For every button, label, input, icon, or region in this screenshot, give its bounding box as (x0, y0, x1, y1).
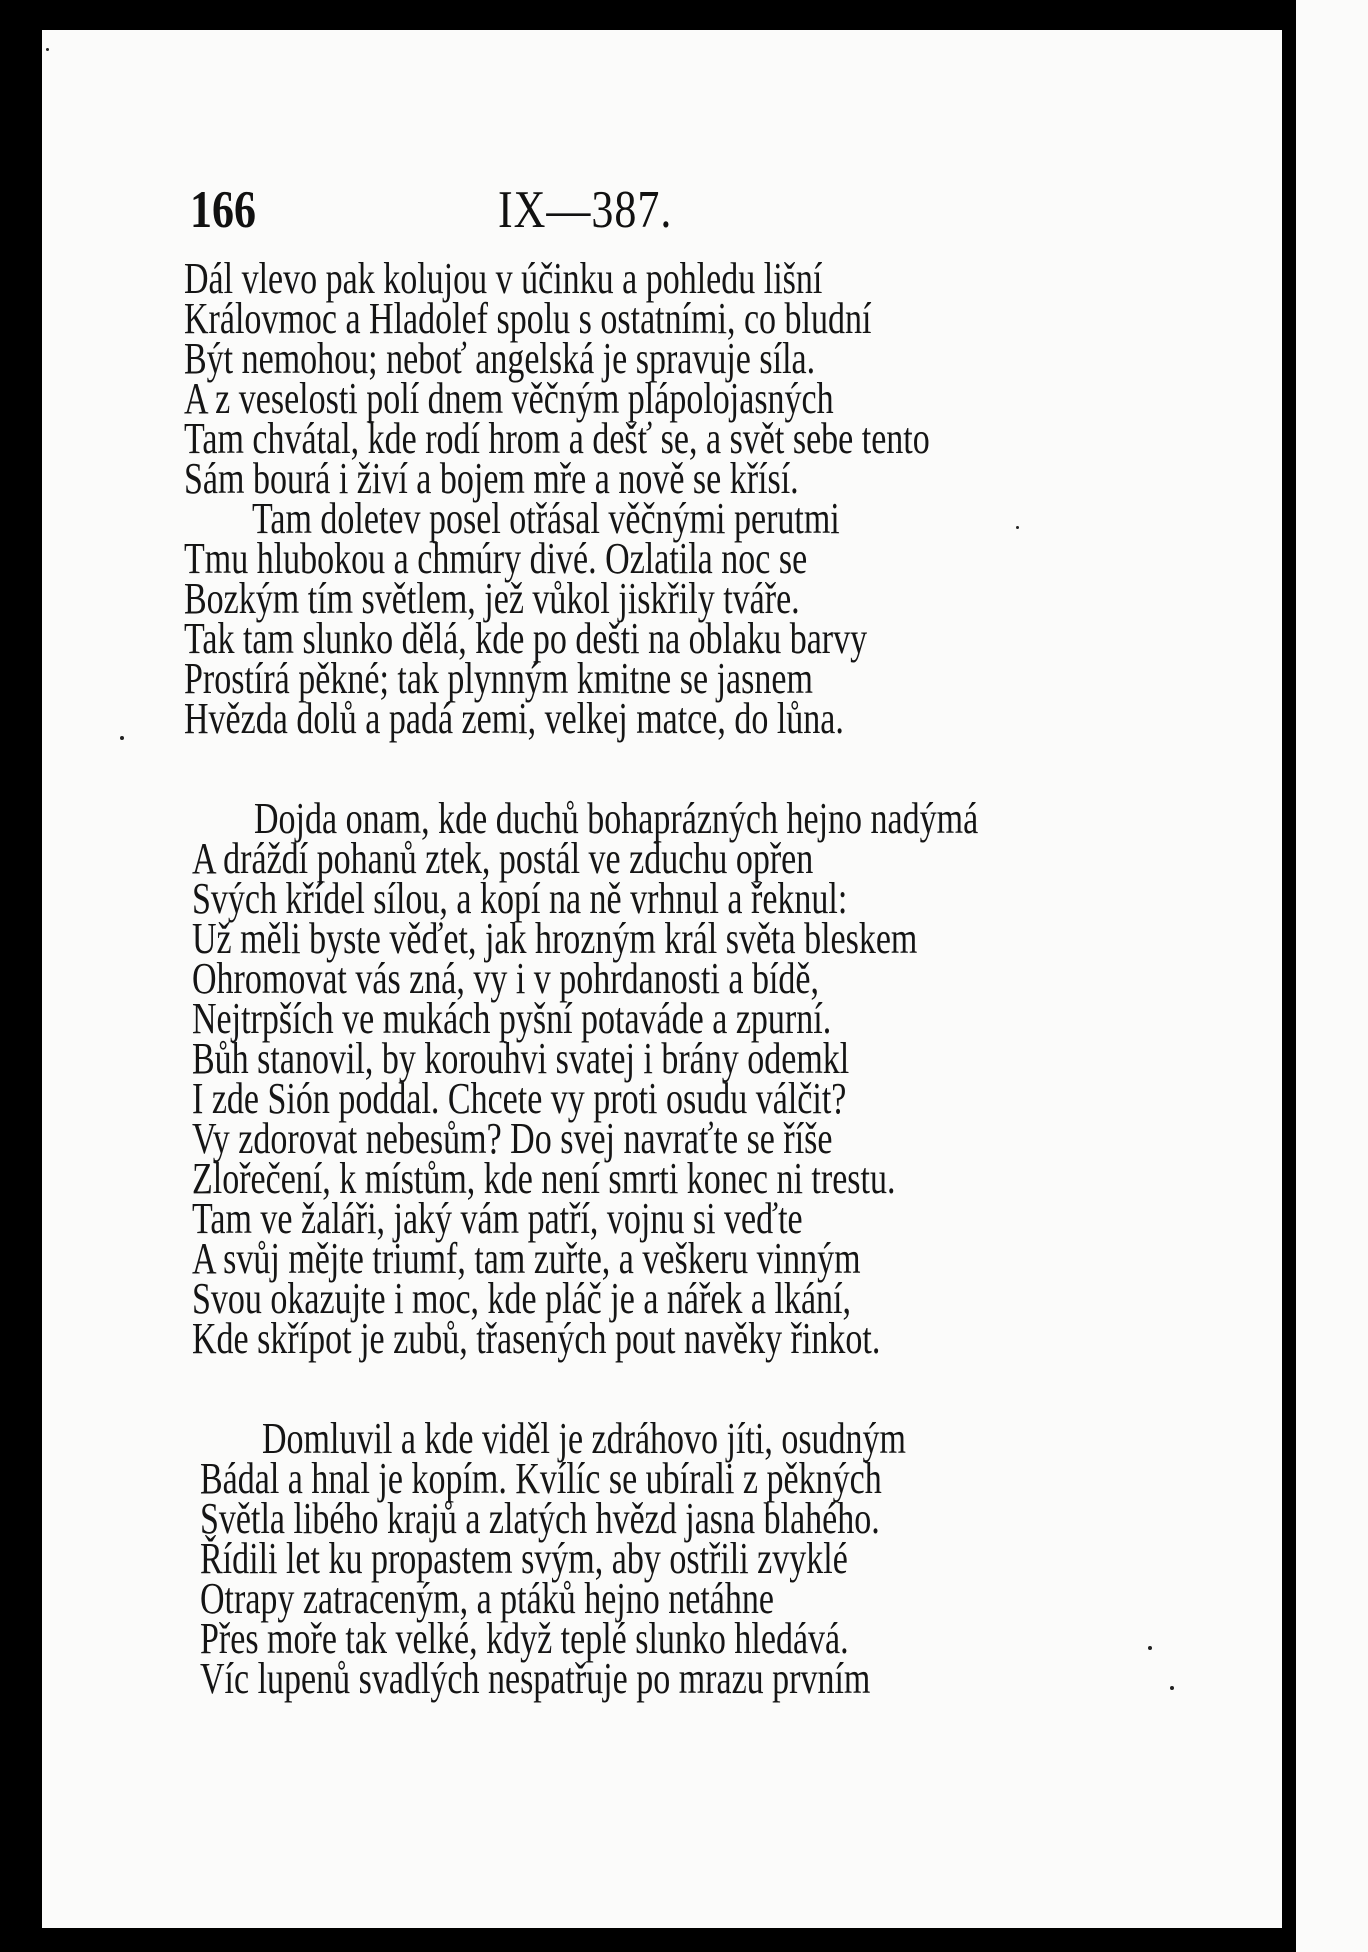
verse-line: Bůh stanovil, by korouhvi svatej i brány odemkl (192, 1034, 850, 1084)
paper-speck (1016, 526, 1019, 529)
verse-line: I zde Sión poddal. Chcete vy proti osudu válčit? (192, 1074, 847, 1124)
verse-line: Být nemohou; neboť angelská je spravuje síla. (184, 334, 816, 384)
verse-line: Bozkým tím světlem, jež vůkol jiskřily tváře. (184, 574, 800, 624)
verse-line: Dál vlevo pak kolujou v účinku a pohledu lišní (184, 254, 823, 304)
scan-margin (1296, 0, 1368, 1952)
verse-line: Světla libého krajů a zlatých hvězd jasna blahého. (200, 1494, 880, 1544)
verse-line: Dojda onam, kde duchů bohaprázných hejno nadýmá (254, 794, 979, 844)
verse-line: Domluvil a kde viděl je zdráhovo jíti, osudným (262, 1414, 907, 1464)
page-header (190, 168, 1190, 252)
verse-line: Řídili let ku propastem svým, aby ostřili zvyklé (200, 1534, 848, 1584)
verse-line: Přes moře tak velké, když teplé slunko hledává. (200, 1614, 849, 1664)
book-page (42, 30, 1282, 1928)
page-number: 166 (190, 180, 256, 239)
verse-line: Tak tam slunko dělá, kde po dešti na oblaku barvy (184, 614, 868, 664)
verse-line: Královmoc a Hladolef spolu s ostatními, co bludní (184, 294, 872, 344)
verse-line: Tam doletev posel otřásal věčnými perutmi (252, 494, 840, 544)
verse-line: Víc lupenů svadlých nespatřuje po mrazu prvním (200, 1654, 871, 1704)
verse-line: Vy zdorovat nebesům? Do svej navraťte se říše (192, 1114, 833, 1164)
verse-line: Sám bourá i živí a bojem mře a nově se křísí. (184, 454, 799, 504)
section-reference: IX—387. (498, 180, 673, 239)
verse-line: Ohromovat vás zná, vy i v pohrdanosti a bídě, (192, 954, 819, 1004)
verse-line: Tam ve žaláři, jaký vám patří, vojnu si veďte (192, 1194, 803, 1244)
verse-line: Tam chvátal, kde rodí hrom a dešť se, a svět sebe tento (184, 414, 930, 464)
verse-line: Svých křídel sílou, a kopí na ně vrhnul a řeknul: (192, 874, 848, 924)
verse-line: Už měli byste věďet, jak hrozným král světa bleskem (192, 914, 918, 964)
verse-line: Zlořečení, k místům, kde není smrti konec ni trestu. (192, 1154, 896, 1204)
verse-line: Otrapy zatraceným, a ptáků hejno netáhne (200, 1574, 774, 1624)
verse-line: Prostírá pěkné; tak plynným kmitne se jasnem (184, 654, 813, 704)
paper-speck (46, 48, 49, 51)
verse-line: Tmu hlubokou a chmúry divé. Ozlatila noc se (184, 534, 808, 584)
verse-line: A svůj mějte triumf, tam zuřte, a veškeru vinným (192, 1234, 861, 1284)
verse-line: A z veselosti polí dnem věčným plápolojasných (184, 374, 834, 424)
verse-line: Svou okazujte i moc, kde pláč je a nářek a lkání, (192, 1274, 851, 1324)
verse-line: Nejtrpších ve mukách pyšní potaváde a zpurní. (192, 994, 832, 1044)
verse-line: A dráždí pohanů ztek, postál ve zduchu opřen (192, 834, 814, 884)
verse-line: Kde skřípot je zubů, třasených pout navěky řinkot. (192, 1314, 881, 1364)
scan-edge (1284, 0, 1296, 1952)
verse-line: Hvězda dolů a padá zemi, velkej matce, do lůna. (184, 694, 844, 744)
paper-speck (1170, 1686, 1174, 1690)
paper-speck (1148, 1646, 1152, 1650)
paper-speck (120, 736, 124, 740)
verse-line: Bádal a hnal je kopím. Kvílíc se ubírali z pěkných (200, 1454, 882, 1504)
